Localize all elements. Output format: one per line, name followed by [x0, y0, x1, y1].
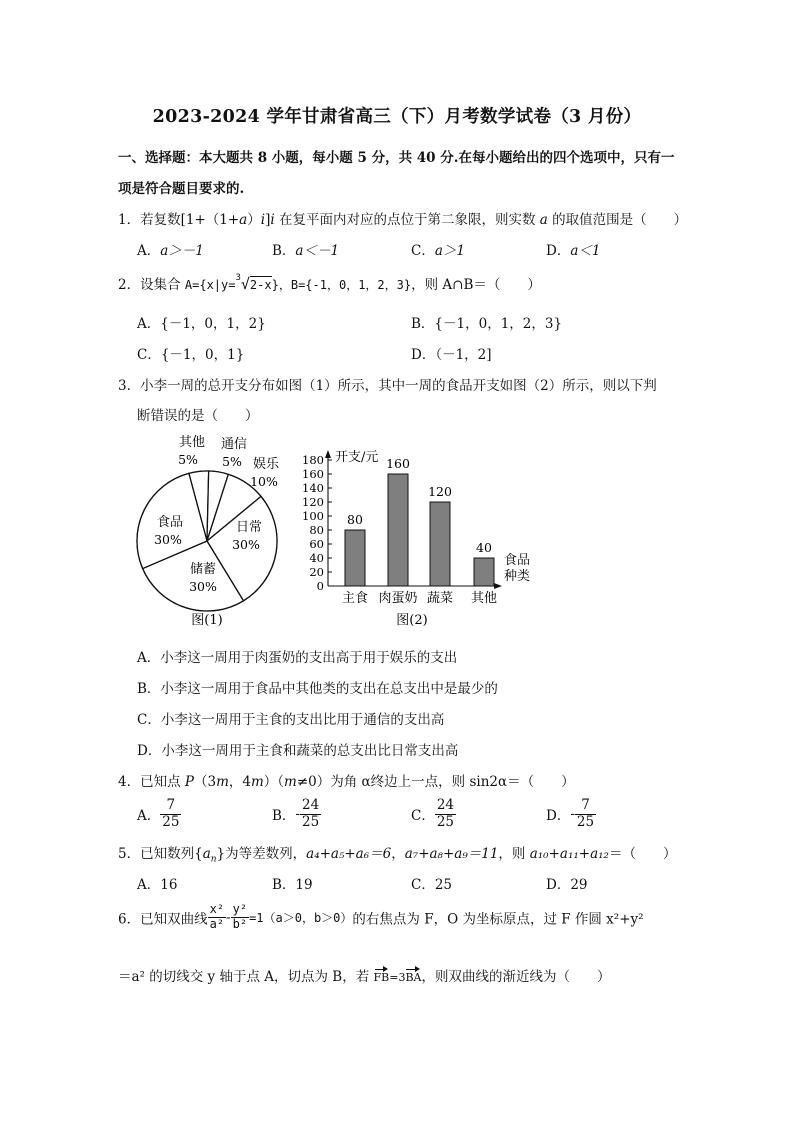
section-heading-line2: 项是符合题目要求的. — [118, 181, 245, 197]
fraction: $\frac{24}{25}$ — [436, 797, 455, 830]
q4-option-b[interactable]: B．- $\frac{24}{25}$ — [272, 797, 320, 830]
y-tick-label: 100 — [302, 509, 324, 523]
q4-option-d[interactable]: D．- $\frac{7}{25}$ — [546, 797, 595, 830]
q1-option-c[interactable]: C．a＞1 — [411, 243, 465, 259]
q2-option-c[interactable]: C．{－1，0，1} — [137, 347, 245, 363]
y-tick-label: 120 — [302, 495, 324, 509]
y-tick-label: 40 — [309, 551, 324, 565]
question-number: 5． — [118, 846, 141, 862]
q1-option-d[interactable]: D．a＜1 — [546, 243, 601, 259]
q1-option-b[interactable]: B．a＜－1 — [272, 243, 340, 259]
pie-percent-label: 5% — [178, 452, 198, 467]
vector-ba: BA — [405, 967, 421, 984]
y-tick-label: 80 — [309, 523, 324, 537]
fraction: $\frac{7}{25}$ — [162, 797, 180, 830]
x-axis-label: 食品 — [504, 553, 531, 568]
bar — [474, 558, 494, 586]
fraction-y2-b2: $\frac{\text{y²}}{\text{b²}}$ — [232, 902, 248, 931]
q3-option-b[interactable]: B．小李这一周用于食品中其他类的支出在总支出中是最少的 — [137, 681, 498, 697]
x-axis-arrow-icon — [494, 583, 502, 589]
bar — [388, 474, 408, 586]
pie-label: 储蓄 — [189, 562, 217, 577]
y-tick-label: 0 — [316, 579, 324, 593]
x-category-label: 主食 — [341, 591, 369, 606]
question-3-stem-line1: 3．小李一周的总开支分布如图（1）所示，其中一周的食品开支如图（2）所示，则以下判 — [118, 378, 657, 394]
y-tick-label: 20 — [309, 565, 324, 579]
x-category-label: 其他 — [470, 591, 498, 606]
question-5-stem: 5．已知数列$\{a_n\}$为等差数列，a₄+a₅+a₆＝6，a₇+a₈+a₉＝11，则 a₁₀+a₁₁+a₁₂＝（ ） — [118, 846, 677, 865]
pie-percent-label: 10% — [250, 474, 278, 489]
question-number: 4． — [118, 774, 141, 790]
figure-2-caption: 图(2) — [396, 613, 428, 628]
pie-label: 食品 — [156, 515, 184, 530]
pie-percent-label: 30% — [154, 532, 182, 547]
y-tick-label: 160 — [302, 467, 324, 481]
question-number: 2． — [118, 277, 141, 293]
question-3-stem-line2: 断错误的是（ ） — [137, 408, 259, 424]
pie-percent-label: 5% — [222, 454, 242, 469]
question-number: 3． — [118, 378, 141, 394]
q2-option-b[interactable]: B．{－1，0，1，2，3} — [411, 316, 563, 332]
y-axis-arrow-icon — [325, 450, 331, 458]
question-4-stem: 4．已知点 P（3m，4m）（m≠0）为角 α终边上一点，则 sin2α＝（ ） — [118, 774, 575, 790]
set-b-expression: ，B={-1，0，1，2，3} — [278, 278, 412, 292]
pie-label: 其他 — [178, 435, 206, 450]
y-tick-label: 180 — [302, 453, 324, 467]
bar-value-label: 80 — [347, 512, 363, 527]
question-1-stem: 1．若复数[1+（1+a）i]i 在复平面内对应的点位于第二象限，则实数 a 的取值范围是（ ） — [118, 212, 688, 228]
pie-percent-label: 30% — [189, 579, 217, 594]
pie-label: 娱乐 — [252, 457, 280, 472]
bar-value-label: 40 — [476, 540, 492, 555]
fraction: $\frac{24}{25}$ — [301, 797, 320, 830]
q4-option-a[interactable]: A． $\frac{7}{25}$ — [137, 797, 180, 830]
vector-fb: FB — [374, 967, 390, 984]
question-6-stem-line1: 6．已知双曲线 $\frac{\text{x²}}{\text{a²}}$ - $\frac{\text{y²}}{\text{b²}}$ =1（a＞0，b＞0）的右焦点为 F，O 为坐标原点，过 F 作圆 x²+y² — [118, 902, 644, 931]
q5-option-a[interactable]: A．16 — [137, 877, 178, 893]
q2-option-d[interactable]: D．（－1，2] — [411, 347, 492, 363]
q3-option-a[interactable]: A．小李这一周用于肉蛋奶的支出高于用于娱乐的支出 — [137, 650, 458, 666]
q4-option-c[interactable]: C． $\frac{24}{25}$ — [411, 797, 455, 830]
q3-option-d[interactable]: D．小李这一周用于主食和蔬菜的总支出比日常支出高 — [137, 743, 459, 759]
q5-option-d[interactable]: D．29 — [546, 877, 588, 893]
question-number: 1． — [118, 212, 141, 228]
pie-label: 日常 — [235, 520, 263, 535]
pie-label: 通信 — [220, 437, 248, 452]
set-a-expression: A={x|y=$^3$√2-x} — [184, 273, 279, 293]
x-axis-label: 种类 — [504, 569, 531, 584]
radical-sign-icon: √ — [240, 275, 250, 293]
q2-option-a[interactable]: A．{－1，0，1，2} — [137, 316, 266, 332]
y-tick-label: 60 — [309, 537, 324, 551]
question-number: 6． — [118, 911, 141, 928]
figure-1-caption: 图(1) — [191, 613, 223, 628]
question-6-stem-line2: ＝a² 的切线交 y 轴于点 A，切点为 B，若 FB=3BA，则双曲线的渐近线为（ ） — [118, 969, 611, 985]
bar — [430, 502, 450, 586]
q3-option-c[interactable]: C．小李这一周用于主食的支出比用于通信的支出高 — [137, 712, 445, 728]
q5-option-c[interactable]: C．25 — [411, 877, 453, 893]
fraction: $\frac{7}{25}$ — [576, 797, 595, 830]
pie-percent-label: 30% — [232, 537, 260, 552]
y-tick-label: 140 — [302, 481, 324, 495]
y-axis-label: 开支/元 — [335, 450, 379, 465]
bar — [345, 530, 365, 586]
x-category-label: 蔬菜 — [426, 591, 454, 606]
fraction-x2-a2: $\frac{\text{x²}}{\text{a²}}$ — [209, 902, 225, 931]
q1-option-a[interactable]: A．a＞－1 — [137, 243, 204, 259]
section-heading-line1: 一、选择题：本大题共 8 小题，每小题 5 分，共 40 分.在每小题给出的四个选项中，只有一 — [118, 150, 675, 166]
pie-chart — [137, 434, 280, 611]
bar-value-label: 120 — [428, 484, 452, 499]
question-2-stem: 2．设集合 A={x|y=$^3$√2-x}，B={-1，0，1，2，3}，则 A∩B＝（ ） — [118, 273, 541, 293]
bar-value-label: 160 — [386, 456, 410, 471]
q5-option-b[interactable]: B．19 — [272, 877, 313, 893]
bar-chart — [302, 449, 530, 606]
page-title: 2023-2024 学年甘肃省高三（下）月考数学试卷（3 月份） — [152, 107, 642, 127]
x-category-label: 肉蛋奶 — [378, 591, 418, 606]
q3-figures — [130, 428, 550, 633]
